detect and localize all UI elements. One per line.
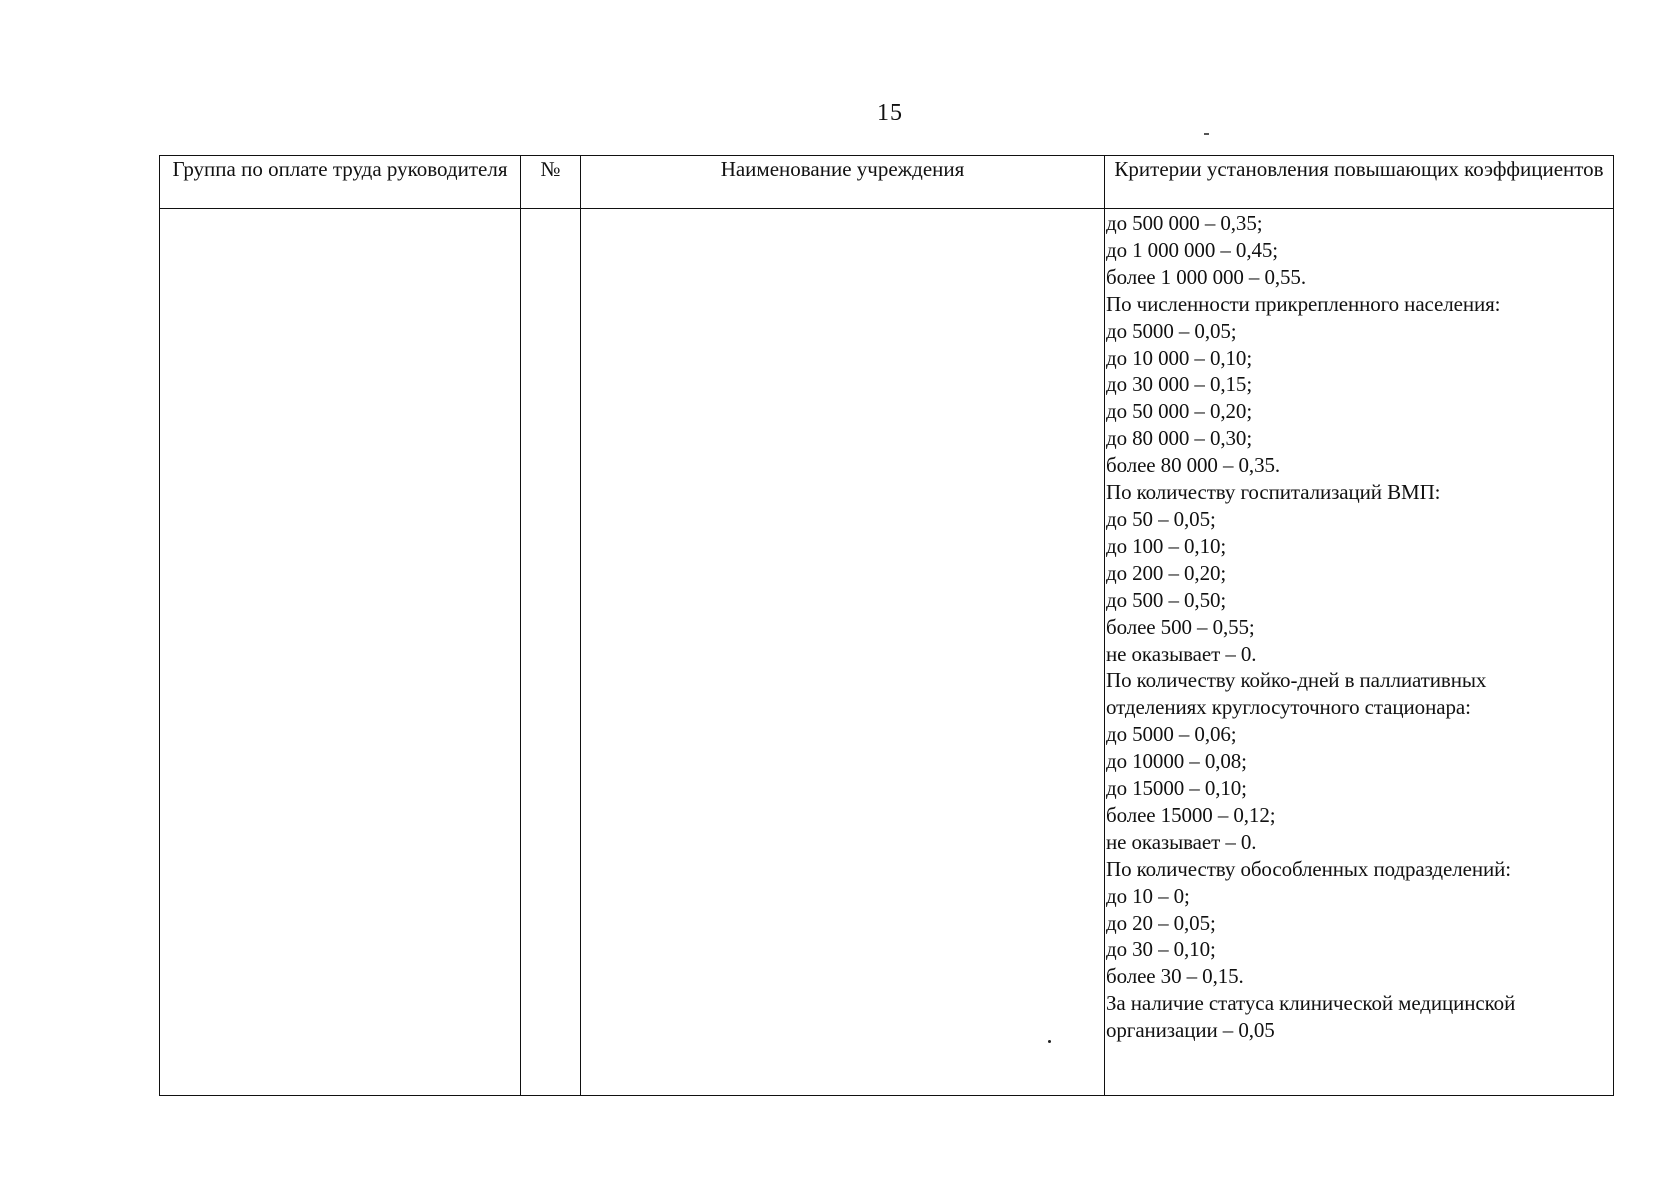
cell-group xyxy=(160,209,521,1096)
criteria-line: до 1 000 000 – 0,45; xyxy=(1106,237,1279,262)
cell-criteria xyxy=(1105,209,1614,1096)
criteria-line: до 30 – 0,10; xyxy=(1106,937,1216,962)
cell-number xyxy=(521,209,581,1096)
criteria-line: до 50 000 – 0,20; xyxy=(1106,399,1253,424)
criteria-line: По количеству койко-дней в паллиативных xyxy=(1106,668,1487,693)
criteria-line: По численности прикрепленного населения: xyxy=(1106,291,1501,316)
scan-artifact-mark xyxy=(1204,133,1209,135)
page-number: 15 xyxy=(877,100,903,126)
criteria-line: не оказывает – 0. xyxy=(1106,829,1257,854)
criteria-line: до 15000 – 0,10; xyxy=(1106,776,1247,801)
criteria-line: до 500 – 0,50; xyxy=(1106,587,1227,612)
criteria-line: до 200 – 0,20; xyxy=(1106,560,1227,585)
header-number: № xyxy=(521,156,581,209)
criteria-line: не оказывает – 0. xyxy=(1106,641,1257,666)
criteria-line: более 15000 – 0,12; xyxy=(1106,802,1276,827)
header-criteria: Критерии установления повышающих коэффициентов xyxy=(1105,156,1614,209)
scan-artifact-dot xyxy=(1048,1040,1051,1043)
header-group: Группа по оплате труда руководителя xyxy=(160,156,521,209)
coefficients-table xyxy=(159,155,1614,1096)
criteria-line: до 5000 – 0,06; xyxy=(1106,722,1237,747)
criteria-line: более 500 – 0,55; xyxy=(1106,614,1255,639)
table-row xyxy=(160,209,1614,1096)
criteria-line: По количеству госпитализаций ВМП: xyxy=(1106,480,1441,505)
criteria-line: отделениях круглосуточного стационара: xyxy=(1106,695,1471,720)
criteria-line: до 10000 – 0,08; xyxy=(1106,749,1247,774)
criteria-line: до 20 – 0,05; xyxy=(1106,910,1216,935)
criteria-line: до 80 000 – 0,30; xyxy=(1106,426,1253,451)
criteria-line: более 30 – 0,15. xyxy=(1106,964,1244,989)
criteria-line: до 5000 – 0,05; xyxy=(1106,318,1237,343)
criteria-line: до 500 000 – 0,35; xyxy=(1106,211,1263,235)
header-row xyxy=(160,156,1614,209)
criteria-line: По количеству обособленных подразделений: xyxy=(1106,856,1511,881)
criteria-line: более 80 000 – 0,35. xyxy=(1106,453,1281,478)
criteria-line: до 100 – 0,10; xyxy=(1106,533,1227,558)
table-body xyxy=(160,209,1614,1096)
criteria-line: За наличие статуса клинической медицинской xyxy=(1106,991,1516,1016)
criteria-line: более 1 000 000 – 0,55. xyxy=(1106,264,1306,289)
criteria-line: до 10 000 – 0,10; xyxy=(1106,345,1253,370)
criteria-list xyxy=(1105,209,1613,1044)
criteria-line: до 50 – 0,05; xyxy=(1106,506,1216,531)
table-header xyxy=(160,156,1614,209)
criteria-line: до 10 – 0; xyxy=(1106,883,1190,908)
criteria-line: до 30 000 – 0,15; xyxy=(1106,372,1253,397)
criteria-line: организации – 0,05 xyxy=(1106,1018,1275,1043)
header-name: Наименование учреждения xyxy=(581,156,1105,209)
cell-name xyxy=(581,209,1105,1096)
